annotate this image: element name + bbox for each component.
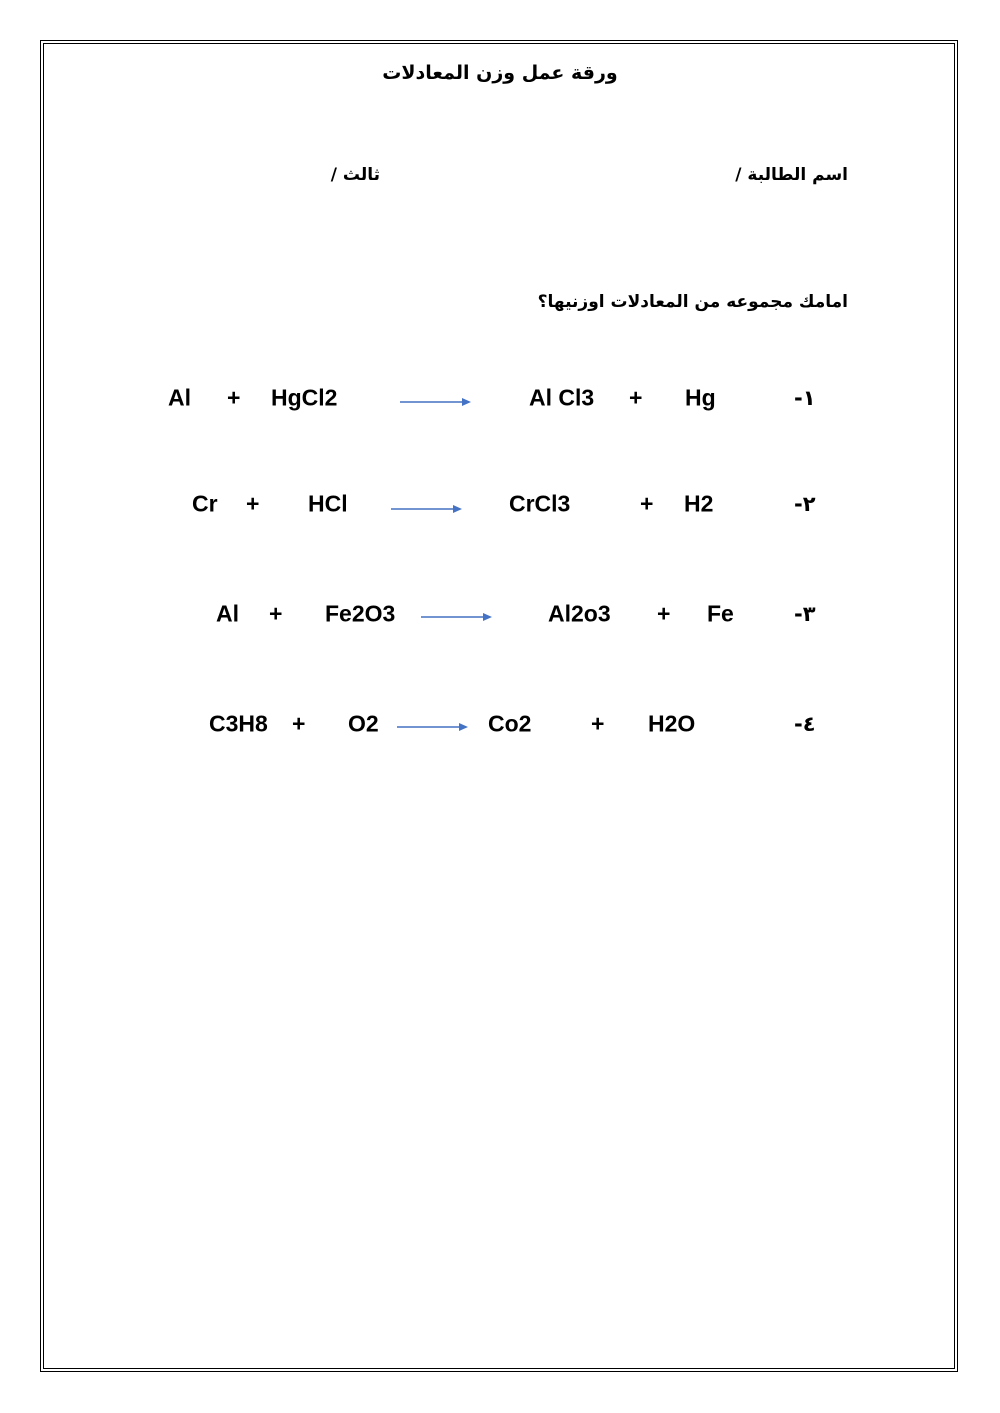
reactant-2: HCl xyxy=(308,490,348,517)
reactant-2: HgCl2 xyxy=(271,384,338,411)
product-1: Al2o3 xyxy=(548,600,611,627)
grade-label: ثالث / xyxy=(330,165,380,185)
student-name-label: اسم الطالبة / xyxy=(735,165,848,185)
reaction-arrow-icon xyxy=(421,611,493,623)
reactant-1: Al xyxy=(168,384,191,411)
reactant-2: Fe2O3 xyxy=(325,600,396,627)
equation-number: -٤ xyxy=(794,712,816,736)
product-1: Al Cl3 xyxy=(529,384,595,411)
plus-sign: + xyxy=(657,600,671,627)
product-2: H2 xyxy=(684,490,714,517)
plus-sign: + xyxy=(269,600,283,627)
reaction-arrow-icon xyxy=(391,503,463,515)
equation-number: -١ xyxy=(794,386,816,410)
plus-sign: + xyxy=(227,384,241,411)
plus-sign: + xyxy=(292,710,306,737)
equation-number: -٢ xyxy=(794,492,816,516)
product-2: H2O xyxy=(648,710,696,737)
product-2: Hg xyxy=(685,384,716,411)
plus-sign: + xyxy=(640,490,654,517)
reactant-2: O2 xyxy=(348,710,379,737)
product-1: Co2 xyxy=(488,710,532,737)
equation-number: -٣ xyxy=(794,602,816,626)
reactant-1: Al xyxy=(216,600,239,627)
product-2: Fe xyxy=(707,600,734,627)
reaction-arrow-icon xyxy=(397,721,469,733)
product-1: CrCl3 xyxy=(509,490,571,517)
plus-sign: + xyxy=(246,490,260,517)
page-border-inner xyxy=(43,43,955,1369)
reactant-1: Cr xyxy=(192,490,218,517)
plus-sign: + xyxy=(591,710,605,737)
reaction-arrow-icon xyxy=(400,396,472,408)
worksheet-title: ورقة عمل وزن المعادلات xyxy=(382,62,618,84)
plus-sign: + xyxy=(629,384,643,411)
instruction-text: امامك مجموعه من المعادلات اوزنيها؟ xyxy=(537,292,848,312)
reactant-1: C3H8 xyxy=(209,710,268,737)
